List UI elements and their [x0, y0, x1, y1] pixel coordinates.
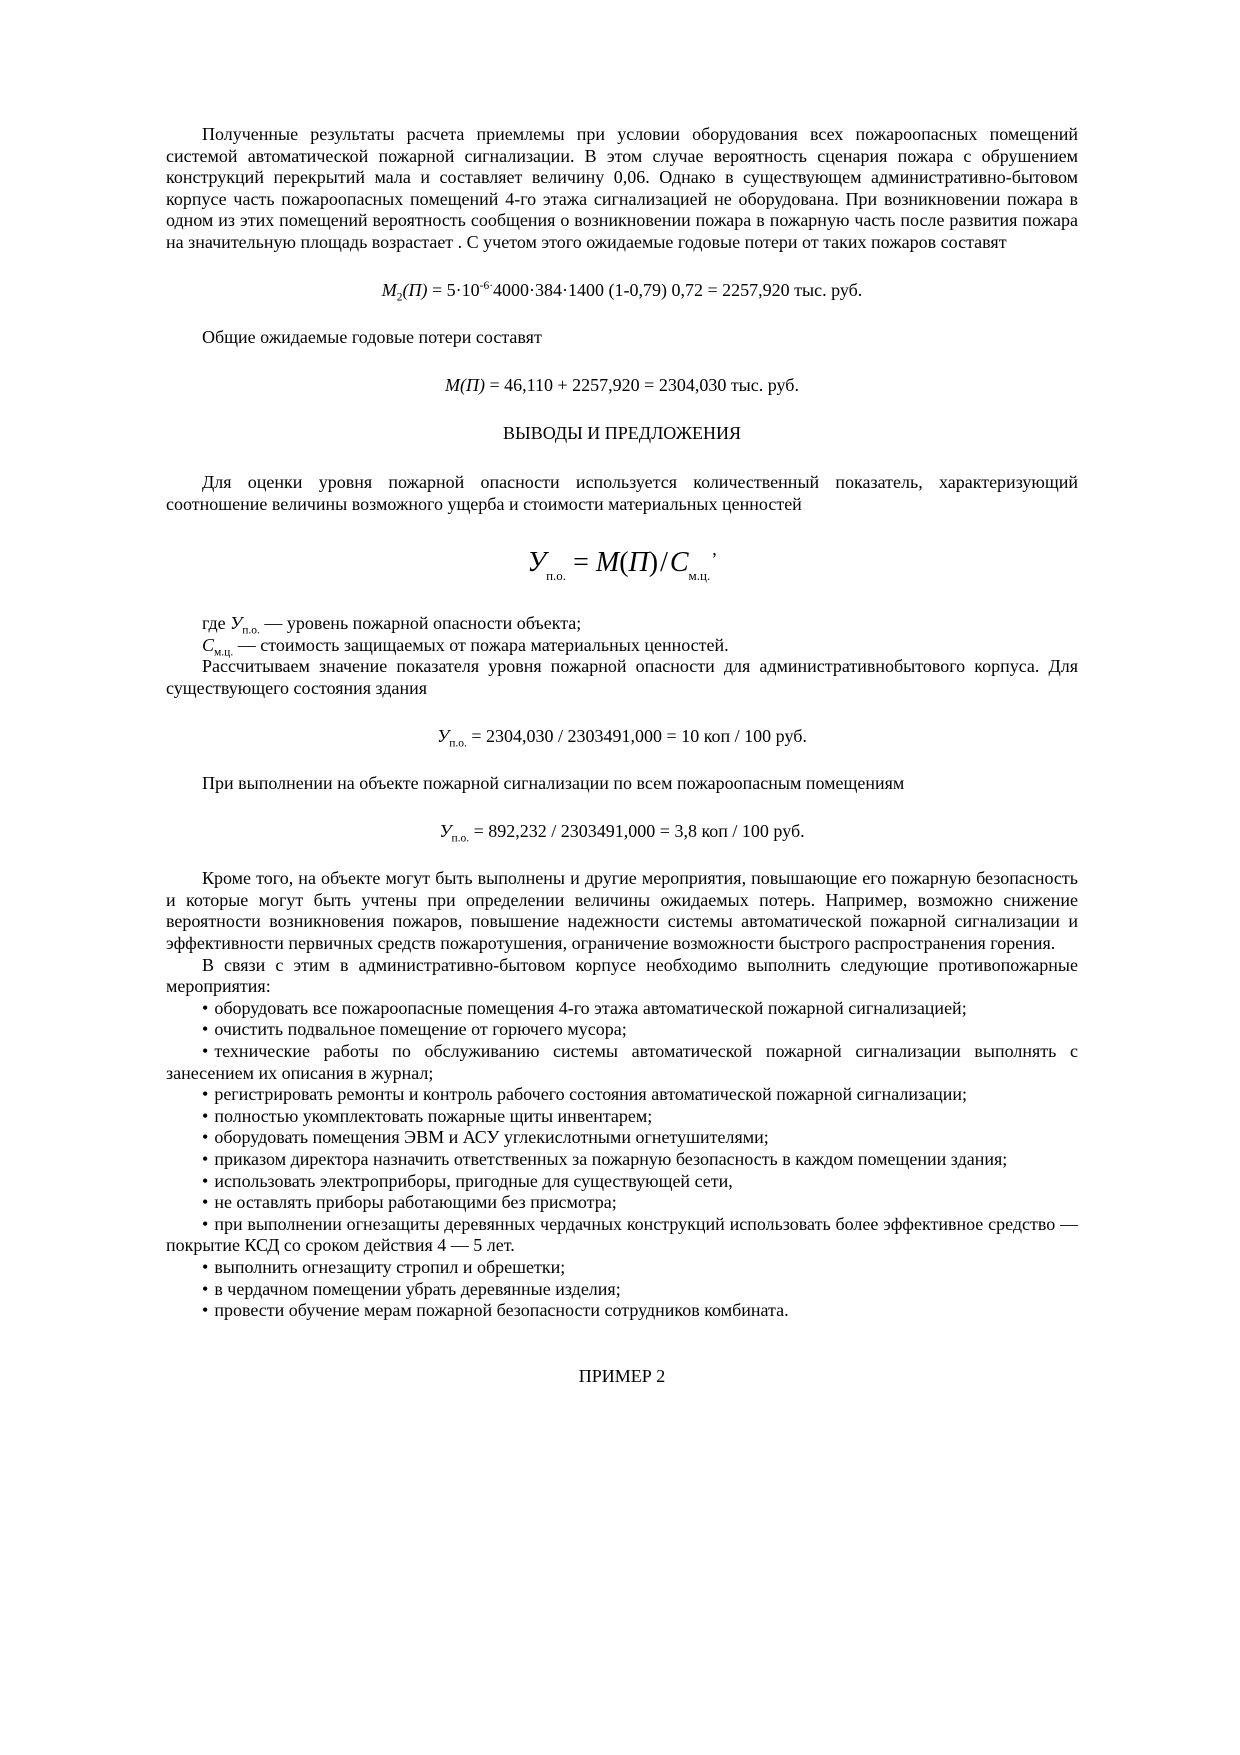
list-item	[166, 1084, 1078, 1106]
bullet-icon: •	[202, 1170, 209, 1191]
formula-lhs: М(П)	[445, 374, 486, 395]
list-item	[166, 1192, 1078, 1214]
list-item	[166, 998, 1078, 1020]
paragraph-intro: Полученные результаты расчета приемлемы при условии оборудования всех пожароопасных помещений системой автоматической пожарной сигнализации. В этом случае вероятность сценария пожара с обрушением конструкций перекрытий мала и составляет величину 0,06. Однако в существующем административно-бытовом корпусе часть пожароопасных помещений 4-го этажа сигнализацией не оборудована. При возникновении пожара в одном из этих помещений вероятность сообщения о возникновении пожара в пожарную часть после развития пожара на значительную площадь возрастает . С учетом этого ожидаемые годовые потери от таких пожаров составят	[166, 124, 1078, 252]
list-item-text: регистрировать ремонты и контроль рабочего состояния автоматической пожарной сигнализации;	[214, 1084, 968, 1105]
formula-subscript: п.о.	[449, 737, 467, 750]
symbol-subscript: м.ц.	[214, 646, 234, 659]
bullet-icon: •	[202, 1084, 209, 1105]
formula-subscript: 2	[396, 291, 403, 304]
bullet-icon: •	[202, 1300, 209, 1321]
formula-m2p	[166, 280, 1078, 302]
list-item	[166, 1041, 1078, 1084]
paragraph-indicator-intro: Для оценки уровня пожарной опасности используется количественный показатель, характеризующий соотношение величины возможного ущерба и стоимости материальных ценностей	[166, 471, 1078, 514]
paragraph-with-alarm: При выполнении на объекте пожарной сигнализации по всем пожароопасным помещениям	[202, 773, 905, 794]
bullet-icon: •	[202, 1127, 209, 1148]
formula-upo-existing	[166, 726, 1078, 748]
bullet-icon: •	[202, 1105, 209, 1126]
section-heading-example-2: ПРИМЕР 2	[578, 1365, 666, 1386]
eq-symbol-m: М	[595, 547, 620, 579]
bullet-icon: •	[202, 1213, 209, 1234]
list-item-text: оборудовать все пожароопасные помещения 4-го этажа автоматической пожарной сигнализацией;	[214, 997, 967, 1018]
eq-trailing-comma: ,	[712, 539, 717, 560]
list-item-text: выполнить огнезащиту стропил и обрешетки;	[214, 1256, 566, 1277]
definition-lead: где	[202, 613, 231, 634]
formula-result: = 892,232 / 2303491,000 = 3,8 коп / 100 руб.	[469, 820, 805, 841]
list-item-text: технические работы по обслуживанию системы автоматической пожарной сигнализации выполнять с занесением их описания в журнал;	[166, 1041, 1078, 1083]
list-item-text: использовать электроприборы, пригодные для существующей сети,	[214, 1170, 733, 1191]
list-item-text: приказом директора назначить ответственных за пожарную безопасность в каждом помещении здания;	[214, 1149, 1008, 1169]
bullet-icon: •	[202, 1149, 209, 1169]
eq-subscript-mc: м.ц.	[688, 568, 711, 584]
list-item-text: провести обучение мерам пожарной безопасности сотрудников комбината.	[214, 1300, 789, 1321]
paragraph-measures-intro: В связи с этим в административно-бытовом корпусе необходимо выполнить следующие противопожарные мероприятия:	[166, 954, 1078, 997]
formula-subscript: п.о.	[451, 832, 470, 845]
eq-subscript-po: п.о.	[546, 568, 567, 584]
list-item	[166, 1214, 1078, 1257]
eq-paren-open: (	[619, 547, 629, 579]
eq-equals: =	[573, 547, 589, 579]
formula-lhs: М	[381, 279, 397, 300]
bullet-icon: •	[202, 1256, 209, 1277]
list-item	[166, 1279, 1078, 1301]
formula-exponent: -6·	[479, 279, 494, 292]
eq-symbol-pi: П	[628, 547, 649, 579]
formula-upo-definition	[166, 539, 1078, 585]
formula-lhs-arg: (П)	[402, 279, 428, 300]
bullet-icon: •	[202, 1192, 209, 1213]
formula-body: = 5·10	[427, 279, 480, 300]
symbol-c: С	[202, 634, 215, 655]
definition-cmc	[166, 635, 1078, 657]
symbol-u: У	[230, 613, 243, 634]
list-item-text: не оставлять приборы работающими без присмотра;	[214, 1192, 617, 1213]
eq-paren-close: )	[648, 547, 659, 579]
eq-slash: /	[660, 547, 668, 579]
bullet-icon: •	[202, 1019, 209, 1040]
list-item	[166, 1300, 1078, 1322]
formula-result: 4000·384·1400 (1-0,79) 0,72 = 2257,920 тыс. руб.	[493, 279, 863, 300]
definition-text: — уровень пожарной опасности объекта;	[259, 613, 582, 634]
list-item	[166, 1171, 1078, 1193]
list-item-text: в чердачном помещении убрать деревянные изделия;	[214, 1278, 621, 1299]
bullet-icon: •	[202, 1278, 209, 1299]
definition-text: — стоимость защищаемых от пожара материальных ценностей.	[233, 634, 729, 655]
formula-upo-improved	[166, 821, 1078, 843]
list-item-text: полностью укомплектовать пожарные щиты инвентарем;	[214, 1105, 653, 1126]
formula-symbol: У	[439, 820, 452, 841]
definition-upo	[166, 613, 1078, 635]
list-item	[166, 1149, 1078, 1171]
paragraph-calculation: Рассчитываем значение показателя уровня пожарной опасности для административнобытового корпуса. Для существующего состояния здания	[166, 656, 1078, 698]
list-item	[166, 1106, 1078, 1128]
list-item-text: очистить подвальное помещение от горючего мусора;	[214, 1019, 627, 1040]
list-item-text: при выполнении огнезащиты деревянных чердачных конструкций использовать более эффективное средство — покрытие КСД со сроком действия 4 — 5 лет.	[166, 1213, 1078, 1256]
list-item	[166, 1019, 1078, 1041]
section-heading-conclusions: ВЫВОДЫ И ПРЕДЛОЖЕНИЯ	[503, 423, 741, 444]
formula-result: = 46,110 + 2257,920 = 2304,030 тыс. руб.	[485, 374, 799, 395]
bullet-icon: •	[202, 1041, 209, 1062]
eq-symbol-c: С	[669, 547, 689, 579]
symbol-subscript: п.о.	[242, 624, 260, 637]
bullet-icon: •	[202, 997, 209, 1018]
list-item	[166, 1257, 1078, 1279]
formula-mp-total	[166, 375, 1078, 397]
list-item	[166, 1127, 1078, 1149]
formula-symbol: У	[437, 725, 450, 746]
formula-result: = 2304,030 / 2303491,000 = 10 коп / 100 руб.	[466, 725, 807, 746]
list-item-text: оборудовать помещения ЭВМ и АСУ углекислотными огнетушителями;	[214, 1127, 769, 1148]
paragraph-other-measures: Кроме того, на объекте могут быть выполнены и другие мероприятия, повышающие его пожарную безопасность и которые могут быть учтены при определении величины ожидаемых потерь. Например, возможно снижение вероятности возникновения пожаров, повышение надежности системы автоматической пожарной сигнализации и эффективности первичных средств пожаротушения, ограничение возможности быстрого распространения горения.	[166, 868, 1078, 954]
eq-symbol-u: У	[527, 547, 547, 579]
paragraph-total-losses: Общие ожидаемые годовые потери составят	[202, 327, 542, 348]
